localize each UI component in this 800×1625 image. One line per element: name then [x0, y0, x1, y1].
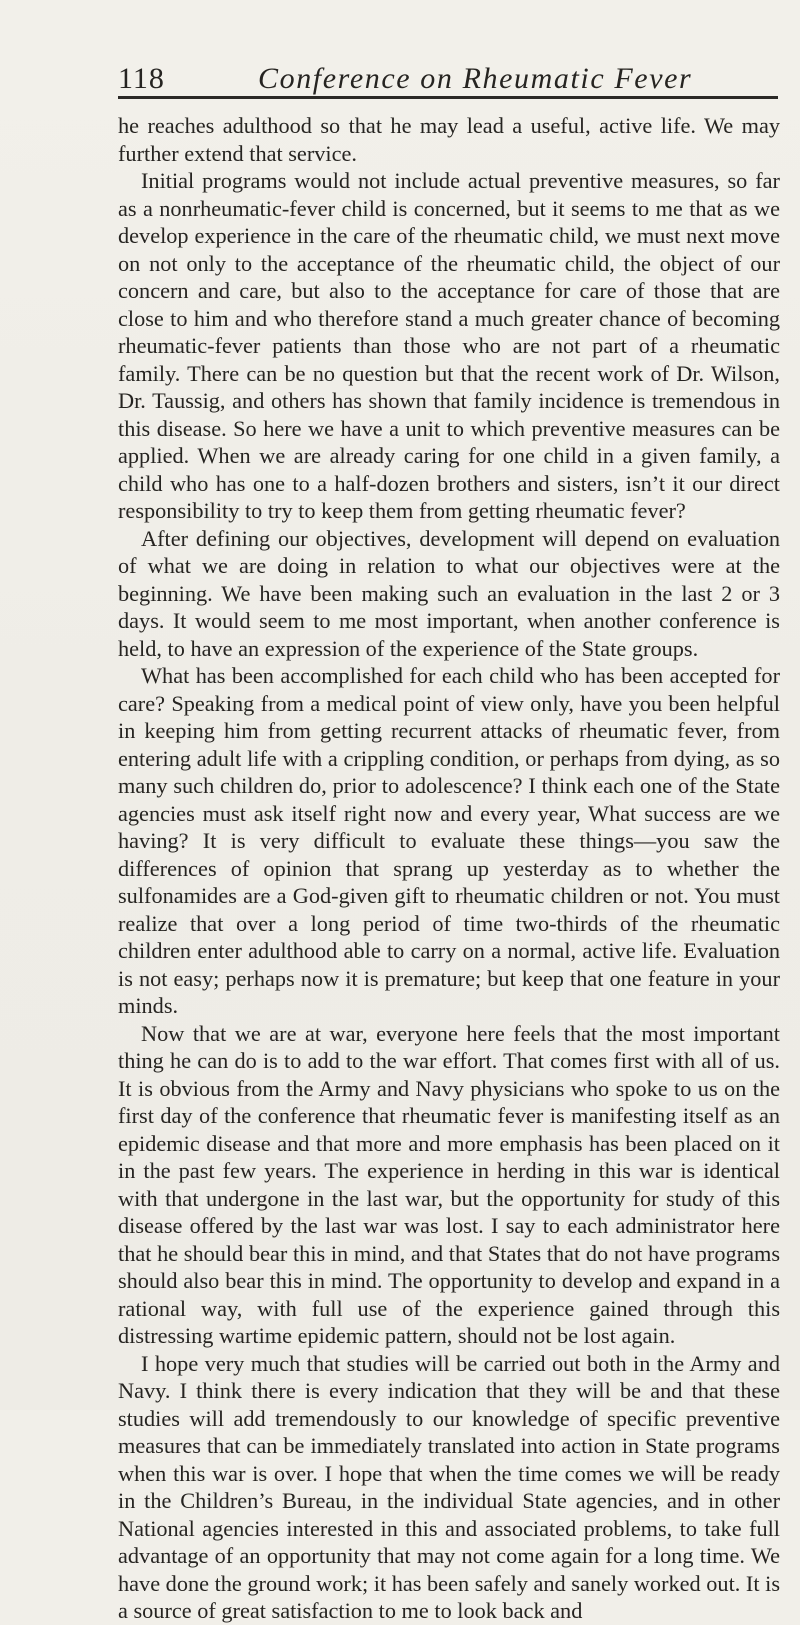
body-text: [118, 112, 780, 1625]
running-header: [118, 56, 778, 99]
paragraph-continuation: he reaches adulthood so that he may lead a useful, active life. We may further extend that service.: [118, 113, 780, 166]
page-number: 118: [118, 62, 165, 95]
paragraph-war-effort: Now that we are at war, everyone here feels that the most important thing he can do is to add to the war effort. That comes first with all of us. It is obvious from the Army and Navy physicians who spoke to us on the first day of the conference that rheumatic fever is manifesting itself as an epidemic disease and that more and more emphasis has been placed on it in the past few years. The experience in herding in this war is identical with that undergone in the last war, but the opportunity for study of this disease offered by the last war was lost. I say to each administrator here that he should bear this in mind, and that States that do not have programs should also bear this in mind. The opportunity to develop and expand in a rational way, with full use of the experience gained through this distressing wartime epidemic pattern, should not be lost again.: [118, 1020, 780, 1348]
paragraph-army-navy-studies: I hope very much that studies will be carried out both in the Army and Navy. I think there is every indication that they will be and that these studies will add tremendously to our knowledge of specific preventive measures that can be immediately translated into action in State programs when this war is over. I hope that when the time comes we will be ready in the Children’s Bureau, in the individual State agencies, and in other National agencies interested in this and associated problems, to take full advantage of an opportunity that may not come again for a long time. We have done the ground work; it has been safely and sanely worked out. It is a source of great satisfaction to me to look back and: [118, 1350, 780, 1623]
paragraph-preventive-measures: Initial programs would not include actual preventive measures, so far as a nonrheumatic-fever child is concerned, but it seems to me that as we develop experience in the care of the rheumatic child, we must next move on not only to the acceptance of the rheumatic child, the object of our concern and care, but also to the acceptance for care of those that are close to him and who therefore stand a much greater chance of becoming rheumatic-fever patients than those who are not part of a rheumatic family. There can be no question but that the recent work of Dr. Wilson, Dr. Taussig, and others has shown that family incidence is tremendous in this disease. So here we have a unit to which preventive measures can be applied. When we are already caring for one child in a given family, a child who has one to a half-dozen brothers and sisters, isn’t it our direct responsibility to try to keep them from getting rheumatic fever?: [118, 168, 780, 523]
paragraph-accomplishments: What has been accomplished for each child who has been accepted for care? Speaking from a medical point of view only, have you been helpful in keeping him from getting recurrent attacks of rheumatic fever, from entering adult life with a crippling condition, or perhaps from dying, as so many such children do, prior to adolescence? I think each one of the State agencies must ask itself right now and every year, What success are we having? It is very difficult to evaluate these things—you saw the differences of opinion that sprang up yesterday as to whether the sulfonamides are a God-given gift to rheumatic children or not. You must realize that over a long period of time two-thirds of the rheumatic children enter adulthood able to carry on a normal, active life. Evaluation is not easy; perhaps now it is premature; but keep that one feature in your minds.: [118, 663, 780, 1018]
running-title: Conference on Rheumatic Fever: [258, 62, 693, 95]
paragraph-evaluation: After defining our objectives, development will depend on evaluation of what we are doing in relation to what our objectives were at the beginning. We have been making such an evaluation in the last 2 or 3 days. It would seem to me most important, when another conference is held, to have an expression of the experience of the State groups.: [118, 525, 780, 661]
